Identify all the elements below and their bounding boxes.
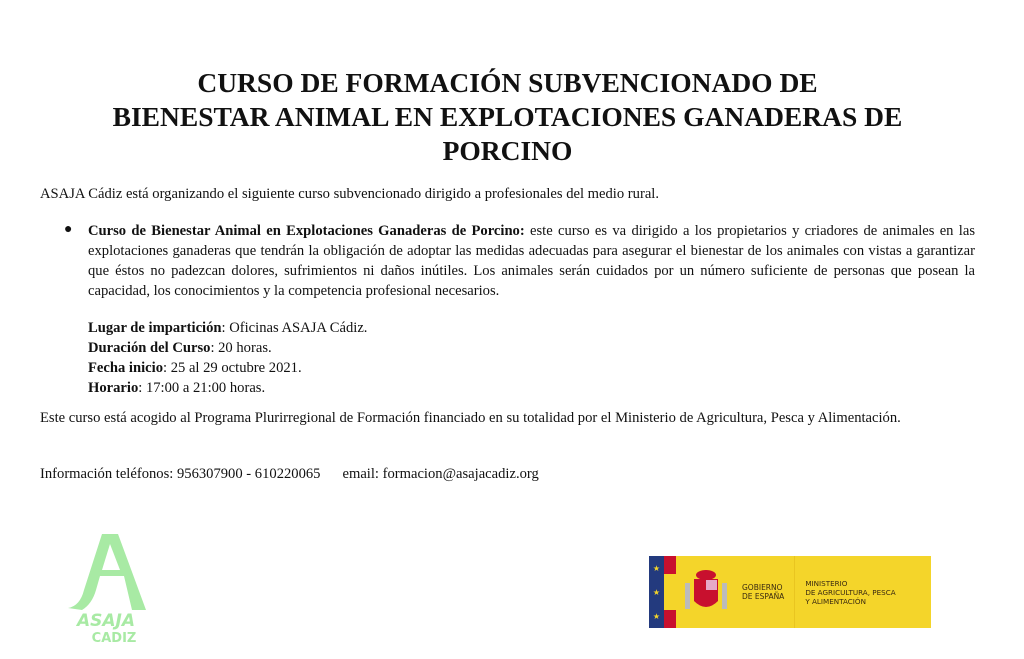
course-name: Curso de Bienestar Animal en Explotaciones Ganaderas de Porcino: bbox=[88, 223, 525, 239]
title-line: BIENESTAR ANIMAL EN EXPLOTACIONES GANADERAS DE bbox=[112, 101, 903, 132]
program-text: Este curso está acogido al Programa Plurirregional de Formación financiado en su totalidad por el Ministerio de Agricultura, Pesca y Alimentación. bbox=[40, 410, 901, 426]
gobierno-text bbox=[736, 556, 795, 628]
logo-text: DE ESPAÑA bbox=[742, 592, 785, 601]
flag-stripe bbox=[664, 556, 676, 628]
asaja-a-icon bbox=[62, 530, 152, 645]
svg-text:ASAJA: ASAJA bbox=[76, 611, 136, 631]
detail-value: : 25 al 29 octubre 2021. bbox=[163, 360, 302, 376]
coat-of-arms-icon bbox=[676, 556, 736, 628]
detail-row bbox=[88, 318, 688, 338]
logo-text: MINISTERIO bbox=[805, 578, 848, 588]
course-details bbox=[88, 318, 688, 398]
course-description bbox=[88, 221, 975, 301]
logo-text: DE AGRICULTURA, PESCA bbox=[805, 587, 896, 597]
title-line: PORCINO bbox=[442, 135, 573, 166]
logo-text: Y ALIMENTACIÓN bbox=[805, 596, 866, 606]
title-line: CURSO DE FORMACIÓN SUBVENCIONADO DE bbox=[197, 67, 818, 98]
eu-stars-icon: ★ ★ ★ bbox=[649, 556, 664, 628]
detail-row bbox=[88, 338, 688, 358]
svg-text:CADIZ: CADIZ bbox=[91, 631, 137, 645]
intro-text: ASAJA Cádiz está organizando el siguiente curso subvencionado dirigido a profesionales del medio rural. bbox=[40, 186, 660, 202]
ministerio-text bbox=[795, 556, 895, 628]
detail-value: : 17:00 a 21:00 horas. bbox=[138, 380, 266, 396]
asaja-cadiz-logo bbox=[62, 530, 152, 645]
detail-label: Lugar de impartición bbox=[88, 320, 222, 336]
contact-phones: Información teléfonos: 956307900 - 610220065 bbox=[40, 466, 321, 482]
gobierno-espana-logo bbox=[649, 556, 931, 628]
bullet-icon: ● bbox=[64, 222, 73, 237]
detail-value: : 20 horas. bbox=[210, 340, 272, 356]
logo-text: GOBIERNO bbox=[742, 583, 783, 592]
contact-email: email: formacion@asajacadiz.org bbox=[342, 466, 539, 482]
detail-label: Fecha inicio bbox=[88, 360, 163, 376]
detail-row bbox=[88, 378, 688, 398]
course-text: este curso es va dirigido a los propietarios y criadores de animales en las explotaciones ganaderas que tendrán la obligación de adoptar las medidas adecuadas para asegurar el bienestar de los animales con vistas a garantizar que éstos no padezcan dolores, sufrimientos ni daños inútiles. Los animales serán cuidados por un número suficiente de personas que posean la capacidad, los conocimientos y la competencia profesional necesarios. bbox=[88, 223, 975, 299]
page-title bbox=[40, 66, 975, 168]
detail-label: Horario bbox=[88, 380, 139, 396]
contact-info bbox=[40, 464, 975, 484]
detail-value: : Oficinas ASAJA Cádiz. bbox=[221, 320, 368, 336]
detail-row bbox=[88, 358, 688, 378]
detail-label: Duración del Curso bbox=[88, 340, 211, 356]
